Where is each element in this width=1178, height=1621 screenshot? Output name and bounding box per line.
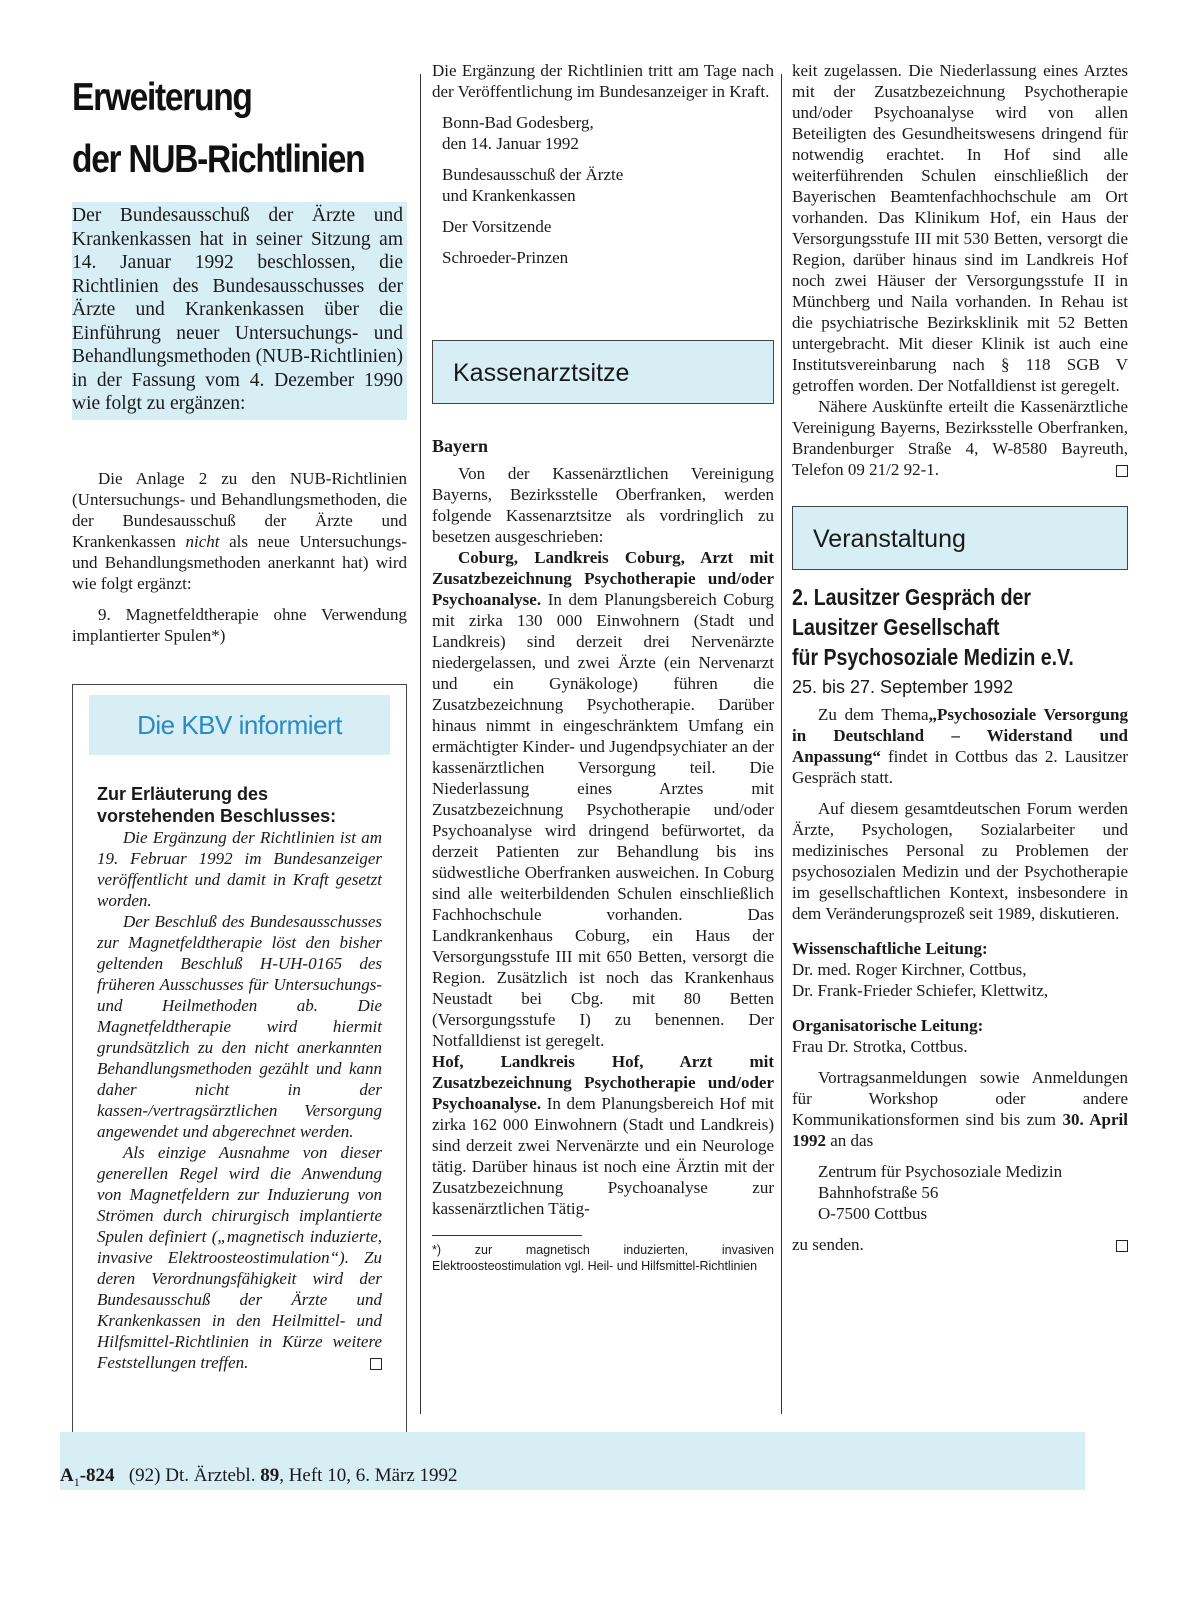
item-9: 9. Magnetfeldtherapie ohne Verwendung implantierter Spulen*) (72, 604, 407, 645)
footnote-rule (432, 1235, 582, 1236)
signature-chair: Der Vorsitzende (442, 217, 552, 236)
org-person-1: Frau Dr. Strotka, Cottbus. (792, 1037, 968, 1056)
signature-place: Bonn-Bad Godesberg, (442, 113, 594, 132)
wiss-label: Wissenschaftliche Leitung: (792, 939, 988, 958)
headline-line-2: der NUB-Richtlinien (72, 138, 365, 181)
wiss-leitung (792, 938, 1128, 1001)
coburg-heading: Coburg, Landkreis Coburg, Arzt mit Zusatzbezeichnung Psychotherapie und/oder Psychoanalyse. (432, 548, 774, 609)
kbv-paragraph-2: Der Beschluß des Bundesausschusses zur Magnetfeldtherapie löst den bisher geltenden Beschluß H-UH-0165 des früheren Ausschusses für Untersuchungs- und Heilmethoden ab. Die Magnetfeldtherapie wird hiermit grundsätzlich zu den nicht anerkannten Behandlungsmethoden gezählt und kann daher nicht in der kassen-/vertragsärztlichen Versorgung angewendet und abgerechnet werden. (97, 911, 382, 1141)
org-leitung (792, 1015, 1128, 1057)
kbv-banner: Die KBV informiert (89, 695, 390, 755)
anlage-paragraph (72, 468, 407, 594)
contact-text: Nähere Auskünfte erteilt die Kassenärztliche Vereinigung Bayerns, Bezirksstelle Oberfranken, Brandenburger Straße 4, W-8580 Bayreuth, Telefon 09 21/2 92-1. (792, 397, 1128, 479)
coburg-paragraph (432, 547, 774, 1051)
kbv-info-box (72, 684, 407, 1447)
column-rule (781, 74, 782, 1414)
end-mark-icon (1116, 1240, 1128, 1252)
footer-citation-pre: (92) Dt. Ärztebl. (128, 1465, 256, 1486)
hof-heading: Hof, Landkreis Hof, Arzt mit Zusatzbezeichnung Psychotherapie und/oder Psychoanalyse. (432, 1052, 774, 1113)
column-3 (792, 60, 1128, 1255)
address-line-3: O-7500 Cottbus (818, 1204, 928, 1223)
event-paragraph-3 (792, 1067, 1128, 1151)
hof-continuation: keit zugelassen. Die Niederlassung eines Arztes mit der Zusatzbezeichnung Psychotherapie und/oder Psychoanalyse wird von allen Beteiligten des Gesundheitswesens dringend für notwendig erachtet. In Hof sind alle weiterführenden Schulen einschließlich der Bayerischen Beamtenfachhochschule am Ort vorhanden. Das Klinikum Hof, ein Haus der Versorgungsstufe III mit 530 Betten, versorgt die Region, darüber hinaus sind im Landkreis Hof noch zwei Häuser der Versorgungsstufe II in Münchberg und Naila vorhanden. In Rehau ist die psychiatrische Bezirksklinik mit 52 Betten untergebracht. Mit dieser Klinik ist auch eine Institutsvereinbarung nach § 118 SGB V getroffen worden. Der Notfalldienst ist geregelt. (792, 61, 1128, 395)
kbv-body (97, 783, 382, 1373)
event-paragraph-1 (792, 704, 1128, 788)
anlage-text-1: Die Anlage 2 zu den NUB-Richtlinien (Untersuchungs- und Behandlungsmethoden, die der Bundesausschuß der Ärzte und Krankenkassen (72, 468, 407, 551)
end-mark-icon (370, 1358, 382, 1370)
signature-org-1: Bundesausschuß der Ärzte (442, 165, 624, 184)
event-title-line-2: Lausitzer Gesellschaft (792, 614, 1000, 640)
footnote: *) zur magnetisch induzierten, invasiven Elektroosteostimulation vgl. Heil- und Hilfsmittel-Richtlinien (432, 1243, 774, 1273)
footer-page-letter: A (60, 1465, 74, 1486)
event-p3-deadline: 30. April 1992 (792, 1110, 1129, 1150)
hof-paragraph (432, 1051, 774, 1219)
closing-line (792, 1234, 1128, 1255)
wiss-person-1: Dr. med. Roger Kirchner, Cottbus, (792, 960, 1027, 979)
coburg-text: In dem Planungsbereich Coburg mit zirka 130 000 Einwohnern (Stadt und Landkreis) sind derzeit drei Nervenärzte niedergelassen, und zwei Ärzte (ein Nervenarzt und ein Gynäkologe) führen die Zusatzbezeichnung Psychotherapie. Darüber hinaus nimmt in eingeschränktem Umfang ein ermächtigter Kinder- und Jugendpsychiater an der kassenärztlichen Versorgung teil. Die Niederlassung eines Arztes mit Zusatzbezeichnung Psychotherapie und/oder Psychoanalyse wird dringend befürwortet, da derzeit Patienten zur Behandlung bis ins südwestliche Oberfranken ausweichen. In Coburg sind alle weiterbildenden Schulen einschließlich Fachhochschule vorhanden. Das Landkrankenhaus Coburg, ein Haus der Versorgungsstufe III mit 650 Betten, versorgt die Region. Zusätzlich ist noch das Krankenhaus Neustadt bei Cbg. mit 80 Betten (Versorgungsstufe I) zu benennen. Der Notfalldienst ist geregelt. (432, 590, 775, 1050)
closing-text: zu senden. (792, 1235, 864, 1254)
org-label: Organisatorische Leitung: (792, 1016, 984, 1035)
signature-date: den 14. Januar 1992 (442, 134, 579, 153)
kbv-paragraph-1: Die Ergänzung der Richtlinien ist am 19. Februar 1992 im Bundesanzeiger veröffentlicht und damit in Kraft gesetzt worden. (97, 827, 382, 910)
event-p1-post: findet in Cottbus das 2. Lausitzer Gespräch statt. (792, 747, 1128, 787)
section-header-veranstaltung: Veranstaltung (792, 506, 1128, 570)
address-line-1: Zentrum für Psychosoziale Medizin (818, 1162, 1063, 1181)
footer-citation (60, 1465, 458, 1490)
event-p1-pre: Zu dem Thema (818, 705, 929, 724)
column-2 (432, 60, 774, 1274)
event-paragraph-2: Auf diesem gesamtdeutschen Forum werden Ärzte, Psychologen, Sozialarbeiter und medizinisches Personal zu Problemen der psychosozialen Medizin und der Psychotherapie im gesellschaftlichen Kontext, insbesondere in dem Veränderungsprozeß seit 1989, diskutieren. (792, 799, 1128, 923)
event-p3-post: an das (830, 1131, 874, 1150)
event-title-line-3: für Psychosoziale Medizin e.V. (792, 644, 1074, 670)
headline-line-1: Erweiterung (72, 76, 252, 119)
contact-paragraph (792, 396, 1128, 480)
hof-text: In dem Planungsbereich Hof mit zirka 162 000 Einwohnern (Stadt und Landkreis) sind derzeit zwei Nervenärzte und ein Neurologe tätig. Darüber hinaus ist noch eine Ärztin mit der Zusatzbezeichnung Psychoanalyse zur kassenärztlichen Tätig- (432, 1094, 774, 1218)
signature-org-2: und Krankenkassen (442, 186, 576, 205)
signature-name: Schroeder-Prinzen (442, 248, 569, 267)
event-p1-theme: „Psychosoziale Versorgung in Deutschland – Widerstand und Anpassung“ (792, 705, 1128, 766)
inkraft-paragraph: Die Ergänzung der Richtlinien tritt am Tage nach der Veröffentlichung im Bundesanzeiger in Kraft. (432, 61, 774, 101)
signature-block (432, 112, 774, 268)
event-title-line-1: 2. Lausitzer Gespräch der (792, 584, 1032, 610)
anlage-nicht: nicht (185, 531, 220, 551)
intro-paragraph: Der Bundesausschuß der Ärzte und Krankenkassen hat in seiner Sitzung am 14. Januar 1992 beschlossen, die Richtlinien des Bundesausschusses der Ärzte und Krankenkassen über die Einführung neuer Untersuchungs- und Behandlungsmethoden (NUB-Richtlinien) in der Fassung vom 4. Dezember 1990 wie folgt zu ergänzen: (72, 202, 407, 420)
anlage-text-2: als neue Untersuchungs- und Behandlungsmethoden anerkannt hat) wird wie folgt ergänzt: (72, 531, 408, 593)
address-block (792, 1161, 1128, 1224)
section-header-kassenarztsitze: Kassenarztsitze (432, 340, 774, 404)
end-mark-icon (1116, 465, 1128, 477)
column-1 (72, 60, 407, 1447)
kbv-title: Zur Erläuterung des vorstehenden Beschlusses: (97, 783, 337, 826)
event-p3-pre: Vortragsanmeldungen sowie Anmeldungen für Workshop oder andere Kommunikationsformen sind bis zum (792, 1068, 1128, 1129)
event-date: 25. bis 27. September 1992 (792, 677, 1014, 697)
column-rule (420, 74, 421, 1414)
footer-citation-post: , Heft 10, 6. März 1992 (279, 1465, 458, 1486)
address-line-2: Bahnhofstraße 56 (818, 1183, 939, 1202)
footer-page-sub: 1 (73, 1474, 80, 1489)
wiss-person-2: Dr. Frank-Frieder Schiefer, Klettwitz, (792, 981, 1049, 1000)
region-heading: Bayern (432, 436, 488, 456)
kassen-intro: Von der Kassenärztlichen Vereinigung Bayerns, Bezirksstelle Oberfranken, werden folgende Kassenarztsitze als vordringlich zu besetzen ausgeschrieben: (432, 464, 774, 546)
footer-page-number: -824 (79, 1465, 115, 1486)
kbv-paragraph-3-text: Als einzige Ausnahme von dieser generellen Regel wird die Anwendung von Magnetfeldern zur Induzierung von Strömen durch chirurgisch implantierte Spulen definiert („magnetisch induzierte, invasive Elektroosteostimulation“). Zu deren Verordnungsfähigkeit wird der Bundesausschuß der Ärzte und Krankenkassen in den Heilmittel- und Hilfsmittel-Richtlinien in Kürze weitere Feststellungen treffen. (97, 1142, 382, 1372)
footer-volume: 89 (260, 1465, 280, 1486)
kbv-paragraph-3 (97, 1142, 382, 1373)
